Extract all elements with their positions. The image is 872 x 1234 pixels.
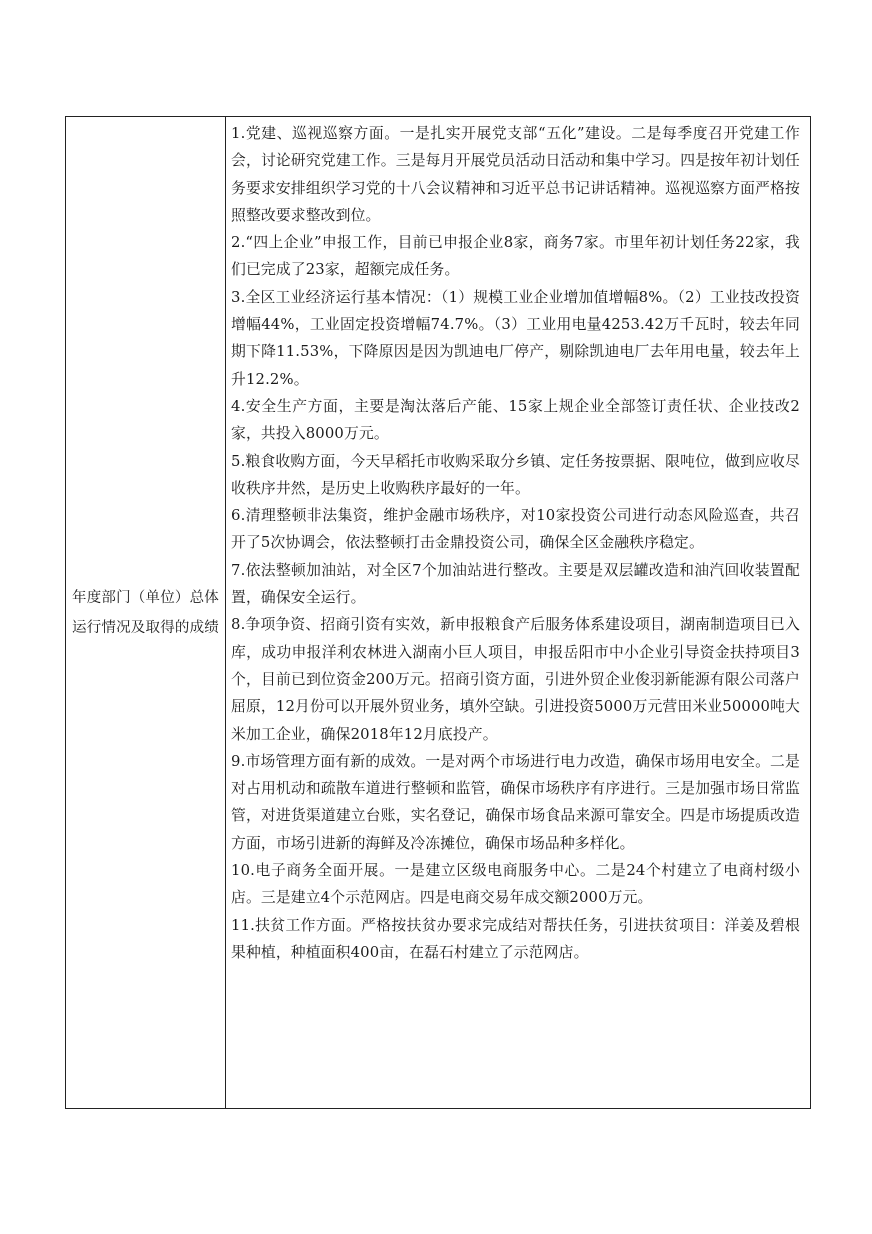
paragraph-market-management: 9.市场管理方面有新的成效。一是对两个市场进行电力改造，确保市场用电安全。二是对占用机动和疏散车道进行整顿和监管，确保市场秩序有序进行。三是加强市场日常监管，对进货渠道建立台账，实名登记，确保市场食品来源可靠安全。四是市场提质改造方面，市场引进新的海鲜及冷冻摊位，确保市场品种多样化。 xyxy=(231,752,800,852)
row-label-cell xyxy=(66,117,226,1108)
paragraph-grain-purchase: 5.粮食收购方面，今天早稻托市收购采取分乡镇、定任务按票据、限吨位，做到应收尽收秩序井然，是历史上收购秩序最好的一年。 xyxy=(231,452,800,497)
paragraph-industrial-economy: 3.全区工业经济运行基本情况：（1）规模工业企业增加值增幅8%。（2）工业技改投资增幅44%，工业固定投资增幅74.7%。（3）工业用电量4253.42万千瓦时，较去年同期下降11.53%，下降原因是因为凯迪电厂停产，剔除凯迪电厂去年用电量，较去年上升12.2%。 xyxy=(231,288,800,388)
paragraph-e-commerce: 10.电子商务全面开展。一是建立区级电商服务中心。二是24个村建立了电商村级小店。三是建立4个示范网店。四是电商交易年成交额2000万元。 xyxy=(231,862,800,907)
paragraph-enterprise-declaration: 2.“四上企业”申报工作，目前已申报企业8家，商务7家。市里年初计划任务22家，我们已完成了23家，超额完成任务。 xyxy=(231,234,800,279)
paragraph-investment-projects: 8.争项争资、招商引资有实效，新申报粮食产后服务体系建设项目，湖南制造项目已入库，成功申报洋利农林进入湖南小巨人项目，申报岳阳市中小企业引导资金扶持项目3个，目前已到位资金200万元。招商引资方面，引进外贸企业俊羽新能源有限公司落户屈原，12月份可以开展外贸业务，填外空缺。引进投资5000万元营田米业50000吨大米加工企业，确保2018年12月底投产。 xyxy=(231,616,800,743)
paragraph-production-safety: 4.安全生产方面，主要是淘汰落后产能、15家上规企业全部签订责任状、企业技改2家，共投入8000万元。 xyxy=(231,397,800,443)
content-cell xyxy=(226,117,810,1108)
row-label: 年度部门（单位）总体运行情况及取得的成绩 xyxy=(72,589,219,636)
paragraph-gas-stations: 7.依法整顿加油站，对全区7个加油站进行整改。主要是双层罐改造和油汽回收装置配置，确保安全运行。 xyxy=(231,561,800,607)
paragraph-illegal-fundraising: 6.清理整顿非法集资，维护金融市场秩序，对10家投资公司进行动态风险巡查，共召开了5次协调会，依法整顿打击金鼎投资公司，确保全区金融秩序稳定。 xyxy=(231,507,800,552)
performance-table xyxy=(65,116,811,1109)
paragraph-party-building: 1.党建、巡视巡察方面。一是扎实开展党支部“五化”建设。二是每季度召开党建工作会，讨论研究党建工作。三是每月开展党员活动日活动和集中学习。四是按年初计划任务要求安排组织学习党的十八会议精神和习近平总书记讲话精神。巡视巡察方面严格按照整改要求整改到位。 xyxy=(231,125,800,224)
paragraph-poverty-alleviation: 11.扶贫工作方面。严格按扶贫办要求完成结对帮扶任务，引进扶贫项目：洋姜及碧根果种植，种植面积400亩，在磊石村建立了示范网店。 xyxy=(231,916,800,961)
